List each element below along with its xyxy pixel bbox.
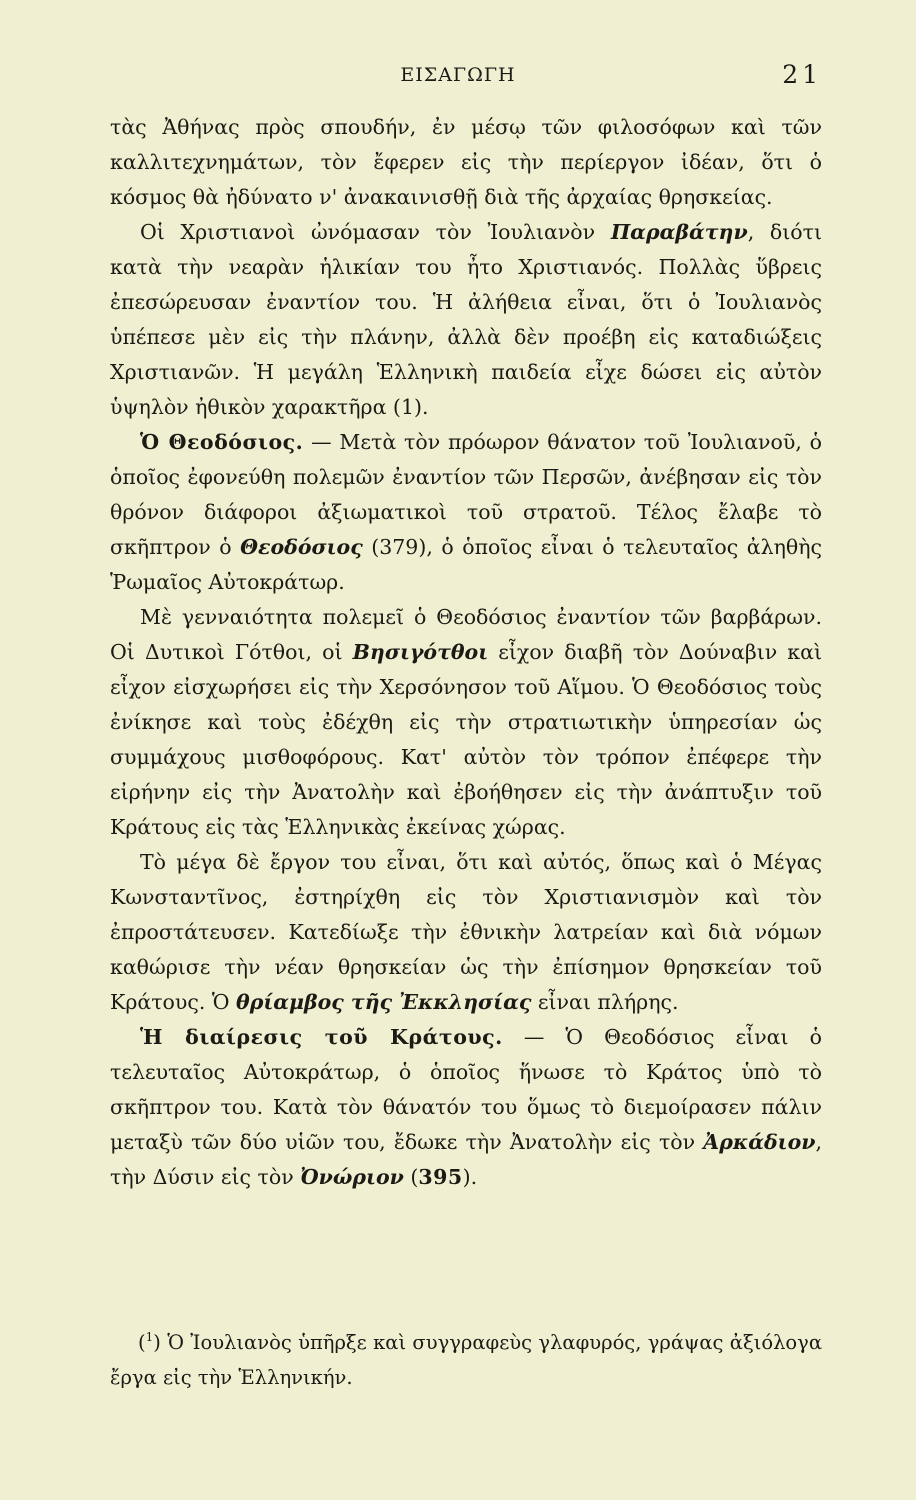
paragraph-text: Οἱ Χριστιανοὶ ὠνόμασαν τὸν Ἰουλιανὸν [140,220,611,244]
paragraph-6 [110,1020,822,1195]
paragraph-text: ( [403,1165,419,1189]
emphasis-honorius: Ὀνώριον [300,1165,404,1189]
paragraph-text: εἶναι πλήρης. [531,990,679,1014]
paragraph-text: Τὸ μέγα δὲ ἔργον του εἶναι, ὅτι καὶ αὐτός, ὅπως καὶ ὁ Μέγας Κωνσταντῖνος, ἐστηρίχθη εἰς τὸν Χριστιανισμὸν καὶ τὸν ἐπροστάτευσεν. Κατεδίωξε τὴν ἐθνικὴν λατρείαν καὶ διὰ νόμων καθώρισε τὴν νέαν θρησκείαν ὡς τὴν ἐπίσημον θρησκείαν τοῦ Κράτους. Ὁ [110,850,822,1014]
emphasis-visigoths: Βησιγότθοι [352,640,489,664]
paragraph-text: , διότι κατὰ τὴν νεαρὰν ἡλικίαν του ἦτο Χριστιανός. Πολλὰς ὕβρεις ἐπεσώρευσαν ἐναντίον του. Ἡ ἀλήθεια εἶναι, ὅτι ὁ Ἰουλιανὸς ὑπέπεσε μὲν εἰς τὴν πλάνην, ἀλλὰ δὲν προέβη εἰς καταδιώξεις Χριστιανῶν. Ἡ μεγάλη Ἑλληνικὴ παιδεία εἶχε δώσει εἰς αὐτὸν ὑψηλὸν ἠθικὸν χαρακτῆρα ( [110,220,822,419]
section-heading-theodosios: Ὁ Θεοδόσιος. [140,430,304,454]
page-header [0,60,916,94]
section-heading-division: Ἡ διαίρεσις τοῦ Κράτους. [140,1025,503,1049]
emphasis-parabatin: Παραβάτην [610,220,748,244]
emphasis-triumph: θρίαμβος τῆς Ἐκκλησίας [236,990,532,1014]
footnote-paren: ( [138,1331,146,1354]
footnote [110,1325,822,1395]
paragraph-text: — Ὁ Θεοδόσιος εἶναι ὁ τελευταῖος Αὐτοκράτωρ, ὁ ὁποῖος ἥνωσε τὸ Κράτος ὑπὸ τὸ σκῆπτρον του. Κατὰ τὸν θάνατόν του ὅμως τὸ διεμοίρασεν πάλιν μεταξὺ τῶν δύο υἱῶν του, ἔδωκε τὴν Ἀνατολὴν εἰς τὸν [110,1025,822,1154]
paragraph-text: τὰς Ἀθήνας πρὸς σπουδήν, ἐν μέσῳ τῶν φιλοσόφων καὶ τῶν καλλιτεχνημάτων, τὸν ἔφερεν εἰς τὴν περίεργον ἰδέαν, ὅτι ὁ κόσμος θὰ ἠδύνατο ν' ἀνακαινισθῇ διὰ τῆς ἀρχαίας θρησκείας. [110,115,822,209]
footnote-reference: 1 [400,395,414,419]
main-text [110,110,822,1195]
paragraph-1 [110,110,822,215]
paragraph-text: — Μετὰ τὸν πρόωρον θάνατον τοῦ Ἰουλιανοῦ, ὁ ὁποῖος ἐφονεύθη πολεμῶν ἐναντίον τῶν Περσῶν, ἀνέβησαν εἰς τὸν θρόνον διάφοροι ἀξιωματικοὶ τοῦ στρατοῦ. Τέλος ἔλαβε τὸ σκῆπτρον ὁ [110,430,823,559]
year-395: 395 [418,1165,463,1189]
paragraph-4 [110,600,822,845]
emphasis-arkadios: Ἀρκάδιον [703,1130,816,1154]
paragraph-text: , τὴν Δύσιν εἰς τὸν [110,1130,822,1189]
footnote-body: ) Ὁ Ἰουλιανὸς ὑπῆρξε καὶ συγγραφεὺς γλαφυρός, γράψας ἀξιόλογα ἔργα εἰς τὴν Ἑλληνικήν. [110,1331,822,1389]
paragraph-3 [110,425,822,600]
page-number: 21 [782,60,822,89]
emphasis-theodosios: Θεοδόσιος [240,535,363,559]
paragraph-2 [110,215,822,425]
paragraph-5 [110,845,822,1020]
paragraph-text: Μὲ γενναιότητα πολεμεῖ ὁ Θεοδόσιος ἐναντίον τῶν βαρβάρων. Οἱ Δυτικοὶ Γότθοι, οἱ [110,605,822,664]
paragraph-text: ). [462,1165,478,1189]
footnote-number: 1 [145,1330,154,1344]
paragraph-text: εἶχον διαβῆ τὸν Δούναβιν καὶ εἶχον εἰσχωρήσει εἰς τὴν Χερσόνησον τοῦ Αἵμου. Ὁ Θεοδόσιος τοὺς ἐνίκησε καὶ τοὺς ἐδέχθη εἰς τὴν στρατιωτικὴν ὑπηρεσίαν ὡς συμμάχους μισθοφόρους. Κατ' αὐτὸν τὸν τρόπον ἐπέφερε τὴν εἰρήνην εἰς τὴν Ἀνατολὴν καὶ ἐβοήθησεν εἰς τὴν ἀνάπτυξιν τοῦ Κράτους εἰς τὰς Ἑλληνικὰς ἐκείνας χώρας. [110,640,822,839]
footnote-text [110,1325,822,1395]
paragraph-text: (379), ὁ ὁποῖος εἶναι ὁ τελευταῖος ἀληθὴς Ῥωμαῖος Αὐτοκράτωρ. [110,535,823,594]
paragraph-text: ). [413,395,429,419]
running-title: ΕΙΣΑΓΩΓΗ [400,64,516,86]
